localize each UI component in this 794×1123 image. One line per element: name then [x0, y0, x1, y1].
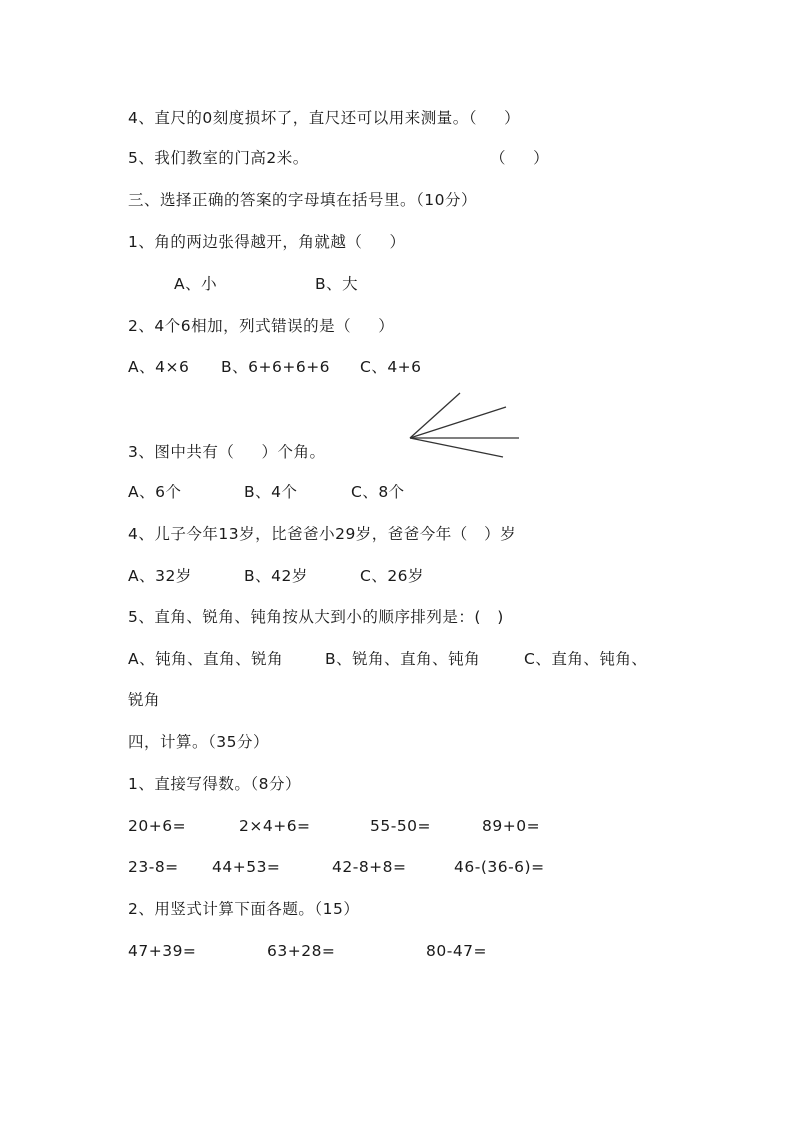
mc-q2-option-b: B、6+6+6+6	[221, 358, 331, 376]
calc-part-2-heading: 2、用竖式计算下面各题。（15）	[128, 900, 360, 918]
angle-figure	[400, 388, 525, 463]
vertical-calc-item: 47+39=	[128, 942, 197, 960]
mc-q5-stem: 5、直角、锐角、钝角按从大到小的顺序排列是：( )	[128, 608, 504, 626]
calc-item: 20+6=	[128, 817, 187, 835]
angle-ray-4	[410, 438, 503, 457]
calc-item: 23-8=	[128, 858, 179, 876]
mc-q1-stem: 1、角的两边张得越开，角就越（ ）	[128, 233, 406, 251]
calc-item: 2×4+6=	[239, 817, 311, 835]
vertical-calc-item: 63+28=	[267, 942, 336, 960]
vertical-calc-item: 80-47=	[426, 942, 488, 960]
mc-q5-option-c: C、直角、钝角、	[524, 650, 648, 668]
mc-q3-stem: 3、图中共有（ ）个角。	[128, 443, 326, 461]
mc-q4-option-b: B、42岁	[244, 567, 308, 585]
mc-q3-option-b: B、4个	[244, 483, 298, 501]
mc-q3-option-c: C、8个	[351, 483, 405, 501]
mc-q5-option-a: A、钝角、直角、锐角	[128, 650, 284, 668]
angle-ray-1	[410, 393, 460, 438]
calc-item: 89+0=	[482, 817, 541, 835]
mc-q4-option-c: C、26岁	[360, 567, 425, 585]
q5-true-false-door: 5、我们教室的门高2米。	[128, 149, 309, 167]
mc-q2-option-c: C、4+6	[360, 358, 422, 376]
mc-q4-option-a: A、32岁	[128, 567, 192, 585]
calc-item: 55-50=	[370, 817, 432, 835]
mc-q5-option-b: B、锐角、直角、钝角	[325, 650, 481, 668]
q4-true-false-ruler: 4、直尺的0刻度损坏了，直尺还可以用来测量。（ ）	[128, 109, 521, 127]
mc-q2-option-a: A、4×6	[128, 358, 190, 376]
mc-q1-option-a: A、小	[174, 275, 218, 293]
mc-q2-stem: 2、4个6相加，列式错误的是（ ）	[128, 317, 395, 335]
section-3-heading: 三、选择正确的答案的字母填在括号里。（10分）	[128, 191, 477, 209]
angle-ray-2	[410, 407, 506, 438]
calc-item: 46-(36-6)=	[454, 858, 545, 876]
calc-item: 42-8+8=	[332, 858, 407, 876]
q5-answer-bracket: （ ）	[490, 149, 550, 167]
section-4-heading: 四，计算。（35分）	[128, 733, 269, 751]
mc-q1-option-b: B、大	[315, 275, 359, 293]
mc-q4-stem: 4、儿子今年13岁，比爸爸小29岁，爸爸今年（ ）岁	[128, 525, 517, 543]
calc-part-1-heading: 1、直接写得数。（8分）	[128, 775, 301, 793]
mc-q3-option-a: A、6个	[128, 483, 182, 501]
mc-q5-option-c-continued: 锐角	[128, 691, 161, 709]
calc-item: 44+53=	[212, 858, 281, 876]
